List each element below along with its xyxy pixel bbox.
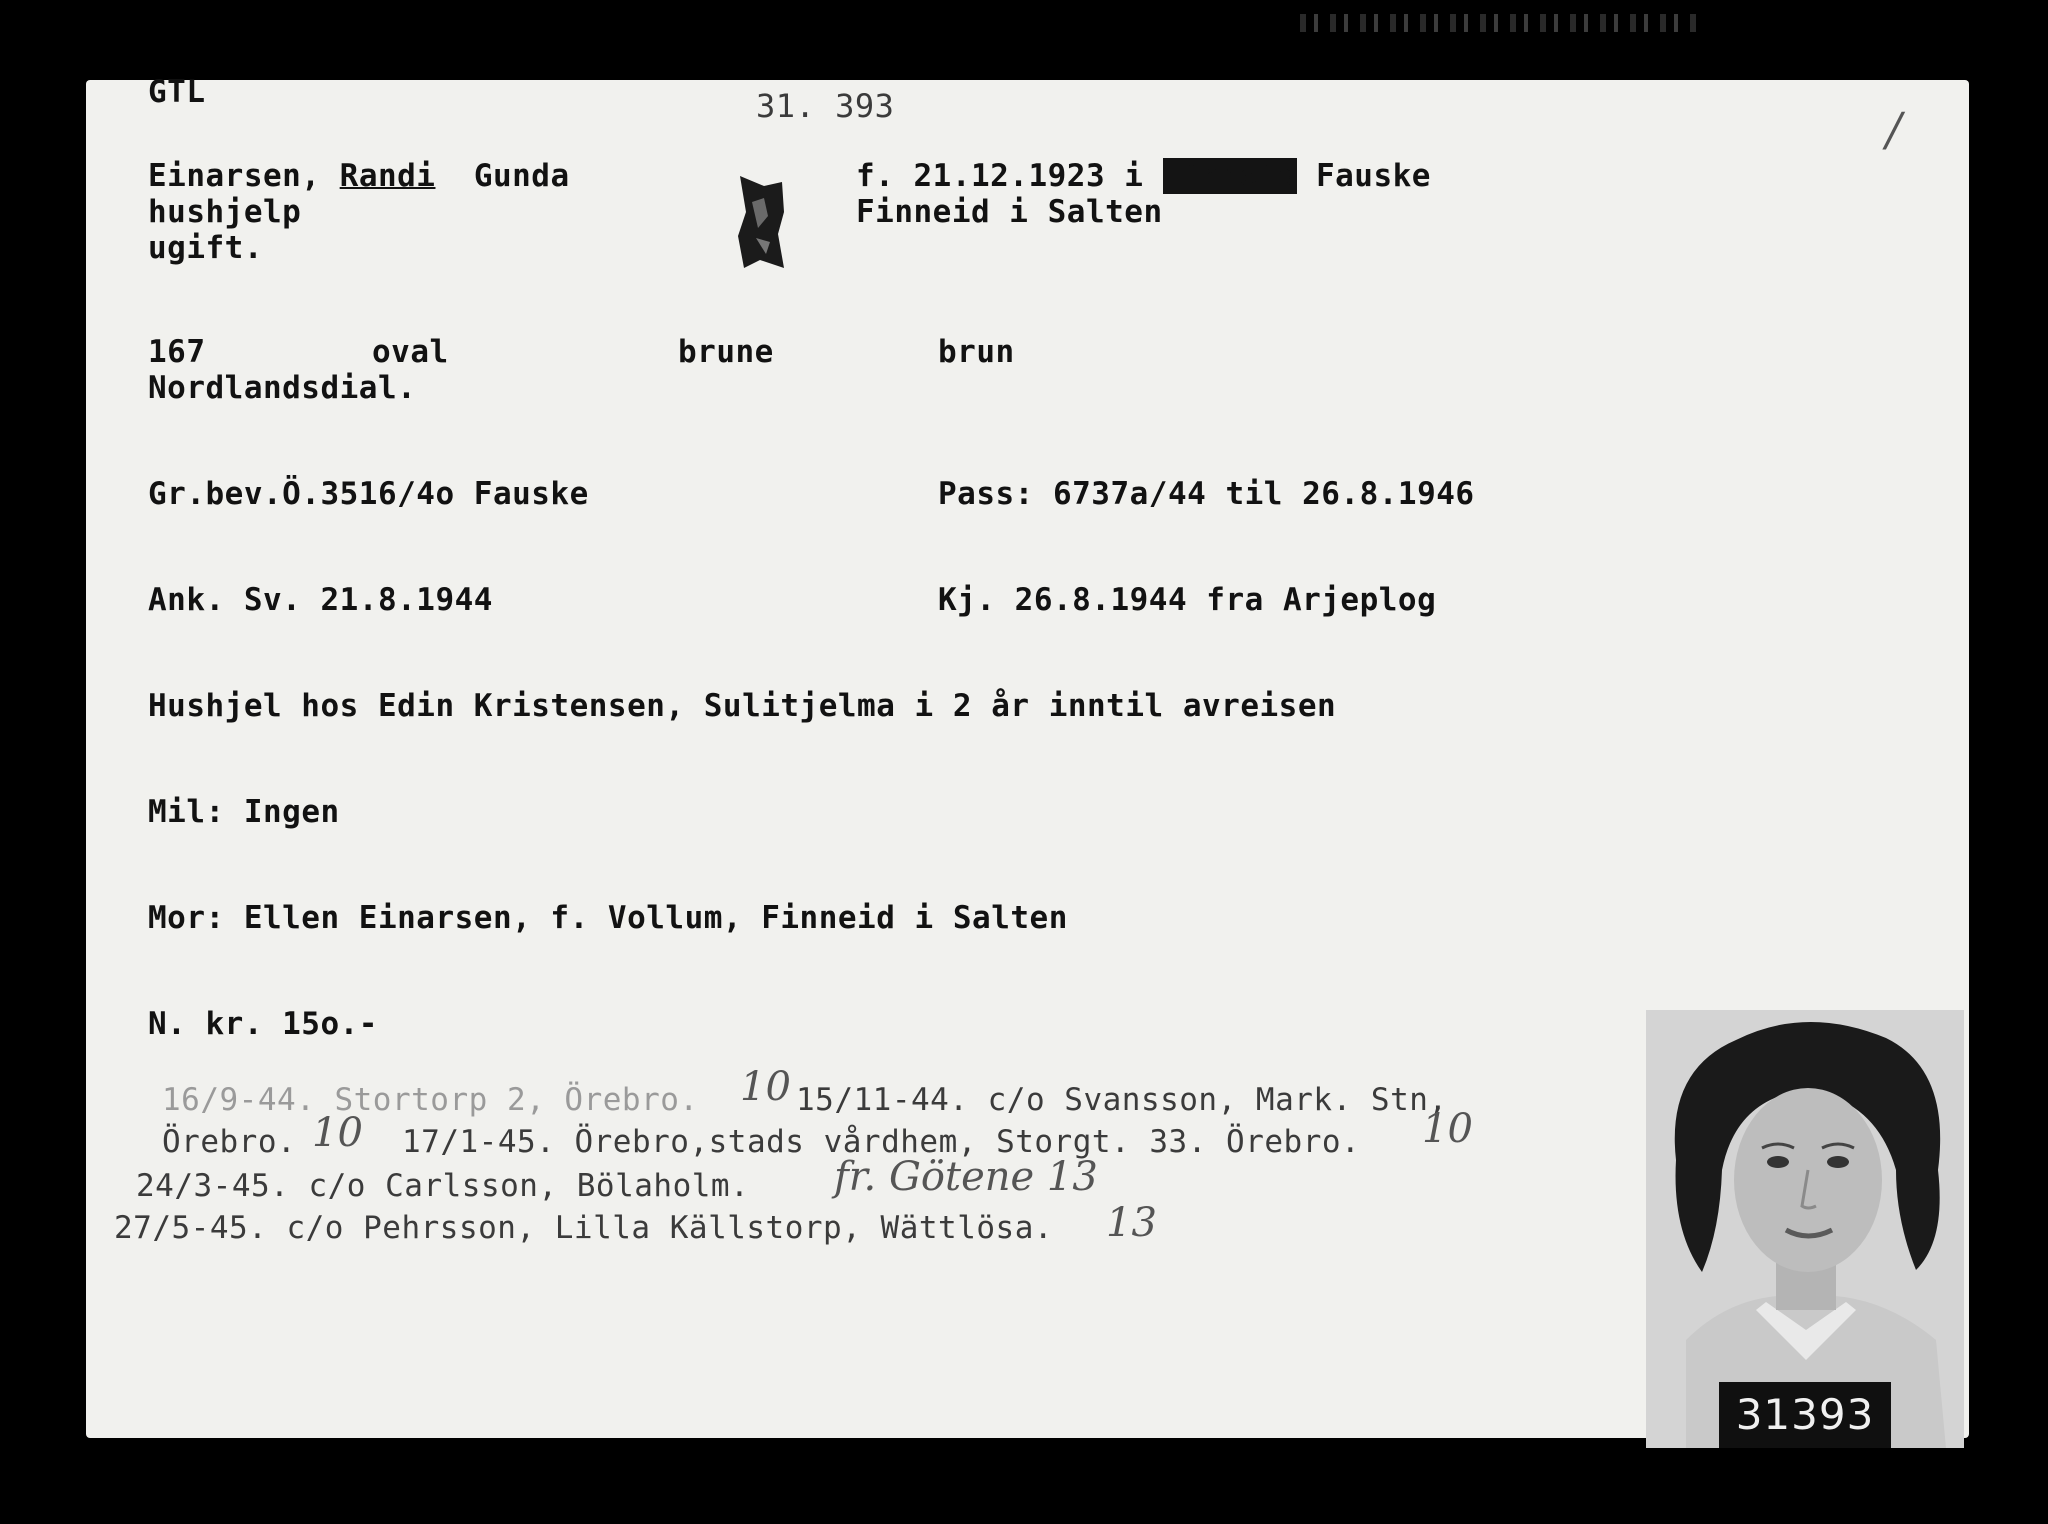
address-1: 15/11-44. c/o Svansson, Mark. Stn,: [796, 1082, 1448, 1118]
first-name: Randi: [339, 158, 436, 194]
scan-noise: [1300, 14, 1700, 32]
handwritten-note-5: 13: [1106, 1200, 1157, 1246]
mother: Mor: Ellen Einarsen, f. Vollum, Finneid i Salten: [148, 900, 1068, 936]
occupation: hushjelp: [148, 194, 302, 230]
handwritten-note-4: fr. Götene 13: [834, 1154, 1098, 1200]
arrival-sweden: Ank. Sv. 21.8.1944: [148, 582, 493, 618]
address-2-city: Örebro.: [162, 1124, 297, 1160]
birth-place: Fauske: [1315, 158, 1431, 194]
came-from: Kj. 26.8.1944 fra Arjeplog: [938, 582, 1437, 618]
name-line: [148, 158, 570, 194]
handwritten-tick: /: [1886, 102, 1902, 156]
money-amount: N. kr. 15o.-: [148, 1006, 378, 1042]
handwritten-note-3: 10: [1422, 1106, 1473, 1152]
dialect: Nordlandsdial.: [148, 370, 417, 406]
birth-line: [856, 158, 1431, 194]
military-line: [148, 794, 340, 830]
struck-place: Finneid: [1162, 158, 1297, 194]
surname: Einarsen,: [148, 158, 321, 194]
handwritten-note-2: 10: [312, 1110, 363, 1156]
eye-color: brune: [678, 334, 774, 370]
card-code: GTL: [148, 74, 206, 110]
military-value: Ingen: [243, 794, 340, 830]
address-4: 27/5-45. c/o Pehrsson, Lilla Källstorp, Wättlösa.: [114, 1210, 1054, 1246]
card-number: 31. 393: [756, 87, 895, 125]
marital-status: ugift.: [148, 230, 263, 266]
portrait-photo: [1646, 1010, 1964, 1448]
hair-color: brun: [938, 334, 1015, 370]
address-3: 24/3-45. c/o Carlsson, Bölaholm.: [136, 1168, 750, 1204]
middle-name: Gunda: [473, 158, 570, 194]
address-1-faint: 16/9-44. Stortorp 2, Örebro.: [162, 1082, 699, 1118]
passport: Pass: 6737a/44 til 26.8.1946: [938, 476, 1475, 512]
residence: Finneid i Salten: [856, 194, 1163, 230]
birth-prefix: f. 21.12.1923 i: [856, 158, 1144, 194]
registration-card: [86, 74, 1969, 1439]
face-shape: oval: [372, 334, 449, 370]
handwritten-note-1: 10: [740, 1064, 791, 1110]
work-history: Hushjel hos Edin Kristensen, Sulitjelma i 2 år inntil avreisen: [148, 688, 1337, 724]
military-label: Mil:: [148, 794, 225, 830]
stamp-mark-icon: [734, 172, 786, 272]
address-2: 17/1-45. Örebro,stads vårdhem, Storgt. 33. Örebro.: [402, 1124, 1361, 1160]
height: 167: [148, 334, 206, 370]
residence-permit: Gr.bev.Ö.3516/4o Fauske: [148, 476, 589, 512]
photo-id-plate: 31393: [1719, 1382, 1891, 1448]
